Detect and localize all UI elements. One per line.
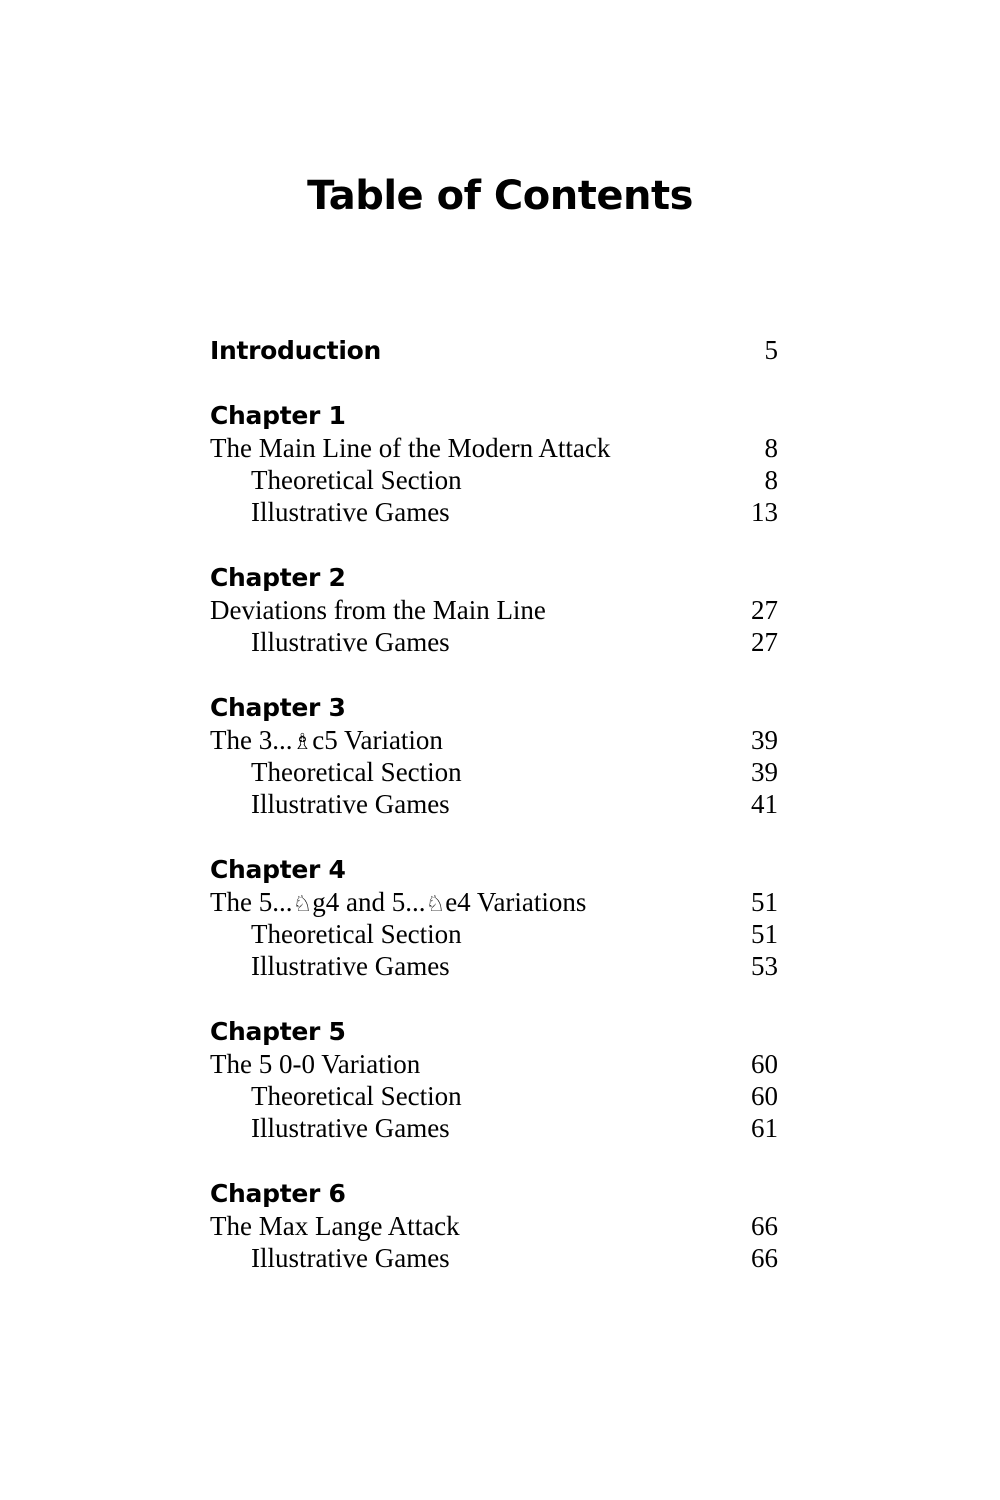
toc-page-number: 8 (764, 465, 778, 495)
toc-page-number: 60 (751, 1049, 778, 1079)
chapter-heading: Chapter 2 (210, 563, 346, 592)
chapter-heading: Chapter 6 (210, 1179, 346, 1208)
chapter-2-heading-row (210, 562, 778, 594)
chapter-3-sub-1[interactable] (210, 756, 778, 788)
toc-page-number: 53 (751, 951, 778, 981)
section-title: Illustrative Games (251, 1243, 450, 1273)
section-title: Illustrative Games (251, 951, 450, 981)
toc-page-number: 39 (751, 757, 778, 787)
chapter-5-group (210, 1016, 778, 1144)
table-of-contents (210, 334, 778, 1274)
chapter-6-group (210, 1178, 778, 1274)
knight-icon: ♘ (425, 892, 446, 917)
chapter-heading: Chapter 3 (210, 693, 346, 722)
chapter-title-middle: g4 and 5... (312, 887, 426, 917)
chapter-1-entry[interactable] (210, 432, 778, 464)
chapter-title-prefix: The 3... (210, 725, 293, 755)
toc-page-number: 41 (751, 789, 778, 819)
section-title: Theoretical Section (251, 757, 462, 787)
chapter-1-sub-1[interactable] (210, 464, 778, 496)
chapter-title: The 5 0-0 Variation (210, 1049, 421, 1079)
chapter-1-sub-2[interactable] (210, 496, 778, 528)
chapter-3-group (210, 692, 778, 820)
toc-page-number: 66 (751, 1243, 778, 1273)
toc-page-number: 51 (751, 919, 778, 949)
section-title: Theoretical Section (251, 465, 462, 495)
toc-page-number: 61 (751, 1113, 778, 1143)
section-title: Illustrative Games (251, 789, 450, 819)
section-title: Illustrative Games (251, 1113, 450, 1143)
chapter-1-group (210, 400, 778, 528)
chapter-5-sub-1[interactable] (210, 1080, 778, 1112)
page-title: Table of Contents (307, 173, 693, 219)
chapter-title (210, 724, 443, 759)
chapter-6-entry[interactable] (210, 1210, 778, 1242)
chapter-5-sub-2[interactable] (210, 1112, 778, 1144)
toc-page-number: 60 (751, 1081, 778, 1111)
section-title: Theoretical Section (251, 919, 462, 949)
chapter-2-group (210, 562, 778, 658)
chapter-3-entry[interactable] (210, 724, 778, 756)
chapter-3-sub-2[interactable] (210, 788, 778, 820)
knight-icon: ♘ (292, 892, 313, 917)
toc-row-introduction[interactable] (210, 334, 778, 366)
toc-page-number: 13 (751, 497, 778, 527)
chapter-heading: Chapter 4 (210, 855, 346, 884)
section-title: Illustrative Games (251, 497, 450, 527)
chapter-6-heading-row (210, 1178, 778, 1210)
chapter-3-heading-row (210, 692, 778, 724)
chapter-4-group (210, 854, 778, 982)
toc-page-number: 51 (751, 887, 778, 917)
chapter-2-sub-1[interactable] (210, 626, 778, 658)
chapter-title: Deviations from the Main Line (210, 595, 546, 625)
toc-page-number: 66 (751, 1211, 778, 1241)
section-title: Theoretical Section (251, 1081, 462, 1111)
bishop-icon: ♗ (292, 730, 313, 755)
chapter-5-heading-row (210, 1016, 778, 1048)
toc-heading-introduction: Introduction (210, 336, 381, 365)
chapter-title: The Main Line of the Modern Attack (210, 433, 611, 463)
chapter-heading: Chapter 1 (210, 401, 346, 430)
toc-page-number: 8 (764, 433, 778, 463)
chapter-4-entry[interactable] (210, 886, 778, 918)
chapter-title-prefix: The 5... (210, 887, 293, 917)
toc-page-number: 27 (751, 595, 778, 625)
chapter-4-sub-1[interactable] (210, 918, 778, 950)
section-title: Illustrative Games (251, 627, 450, 657)
chapter-1-heading-row (210, 400, 778, 432)
chapter-2-entry[interactable] (210, 594, 778, 626)
chapter-5-entry[interactable] (210, 1048, 778, 1080)
toc-page-number: 39 (751, 725, 778, 755)
chapter-title (210, 886, 586, 921)
chapter-title: The Max Lange Attack (210, 1211, 460, 1241)
toc-page-number: 5 (764, 335, 778, 365)
chapter-heading: Chapter 5 (210, 1017, 346, 1046)
toc-page-number: 27 (751, 627, 778, 657)
chapter-title-suffix: e4 Variations (445, 887, 587, 917)
chapter-title-suffix: c5 Variation (312, 725, 443, 755)
chapter-6-sub-1[interactable] (210, 1242, 778, 1274)
chapter-4-heading-row (210, 854, 778, 886)
chapter-4-sub-2[interactable] (210, 950, 778, 982)
